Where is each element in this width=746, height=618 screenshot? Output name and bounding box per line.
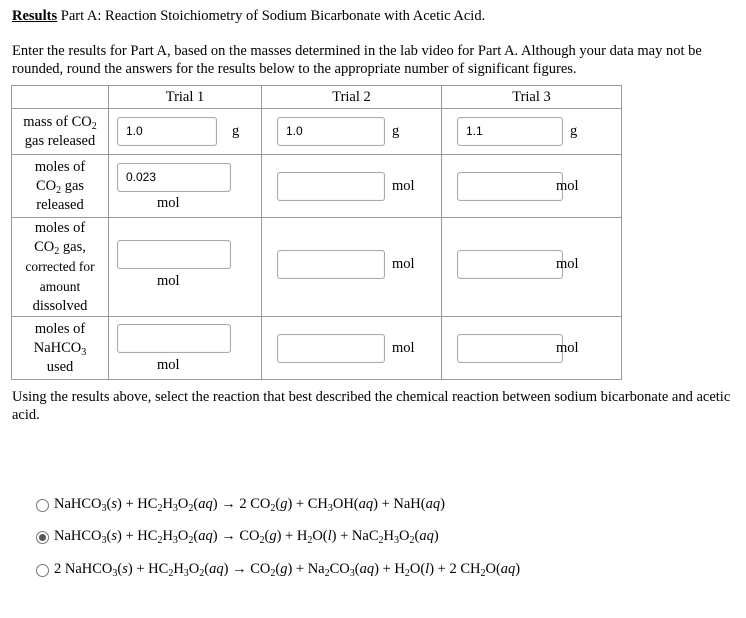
mass-co2-trial-1-input[interactable]: 1.0: [117, 117, 217, 146]
moles-co2-trial-3-input[interactable]: [457, 172, 563, 201]
moles-co2-corrected-trial-1-input[interactable]: [117, 240, 231, 269]
page-title: [12, 7, 485, 25]
moles-co2-corrected-trial-3-input[interactable]: [457, 250, 563, 279]
row-label-moles-co2-corrected: moles of $CO_2$ gas, corrected for amount dissolved: [12, 218, 109, 317]
row-label-mass-co2: mass of $CO_2$ gas released: [12, 109, 109, 155]
column-header-trial-2: Trial 2: [262, 86, 442, 109]
row-label-moles-nahco3: moles of NaHCO$_3$ used: [12, 317, 109, 380]
option-2-label[interactable]: NaHCO$_3$(s) + $HC_2H_3O_2(aq) \to CO_2(g) + H_2O(l) + NaC_2H_3O_2(aq)$: [54, 528, 439, 546]
unit-label: mol: [157, 273, 180, 289]
option-1-radio[interactable]: [36, 499, 49, 512]
part-title: Part A: Reaction Stoichiometry of Sodium Bicarbonate with Acetic Acid.: [60, 8, 486, 24]
mass-co2-trial-2-input[interactable]: 1.0: [277, 117, 385, 146]
unit-label: mol: [556, 178, 579, 194]
column-header-trial-3: Trial 3: [442, 86, 622, 109]
option-3-radio[interactable]: [36, 564, 49, 577]
column-header-trial-1: Trial 1: [109, 86, 262, 109]
moles-co2-trial-2-input[interactable]: [277, 172, 385, 201]
results-heading: Results: [12, 8, 58, 24]
unit-label: mol: [392, 178, 415, 194]
unit-label: mol: [157, 357, 180, 373]
option-2-radio[interactable]: [36, 531, 49, 544]
moles-nahco3-trial-1-input[interactable]: [117, 324, 231, 353]
unit-label: mol: [556, 256, 579, 272]
moles-co2-corrected-trial-2-input[interactable]: [277, 250, 385, 279]
moles-co2-trial-1-input[interactable]: 0.023: [117, 163, 231, 192]
mass-co2-trial-3-input[interactable]: 1.1: [457, 117, 563, 146]
results-table: [11, 85, 622, 380]
row-label-moles-co2: moles of $CO_2$ gas released: [12, 155, 109, 218]
unit-label: mol: [157, 195, 180, 211]
unit-label: mol: [556, 340, 579, 356]
unit-label: g: [570, 123, 578, 139]
option-3-label[interactable]: 2 NaHCO$_3$(s) + $HC_2H_3O_2(aq) \to CO_2(g) + Na_2CO_3(aq) + H_2O(l) + 2$ $CH_2O(aq)$: [54, 561, 521, 579]
unit-label: mol: [392, 340, 415, 356]
unit-label: mol: [392, 256, 415, 272]
unit-label: g: [392, 123, 400, 139]
option-1-label[interactable]: NaHCO$_3$(s) + $HC_2H_3O_2(aq) \to 2$ $CO_2(g) + CH_3OH(aq) + NaH(aq)$: [54, 496, 445, 514]
instructions: Enter the results for Part A, based on the masses determined in the lab video for Part A. Although your data may not be rounded, round the answers for the results below to the appropriate number of significant figures.: [12, 43, 702, 77]
corner-cell: [12, 86, 109, 109]
moles-nahco3-trial-2-input[interactable]: [277, 334, 385, 363]
question-prompt: Using the results above, select the reaction that best described the chemical reaction between sodium bicarbonate and acetic acid.: [12, 389, 731, 423]
unit-label: g: [232, 123, 240, 139]
moles-nahco3-trial-3-input[interactable]: [457, 334, 563, 363]
